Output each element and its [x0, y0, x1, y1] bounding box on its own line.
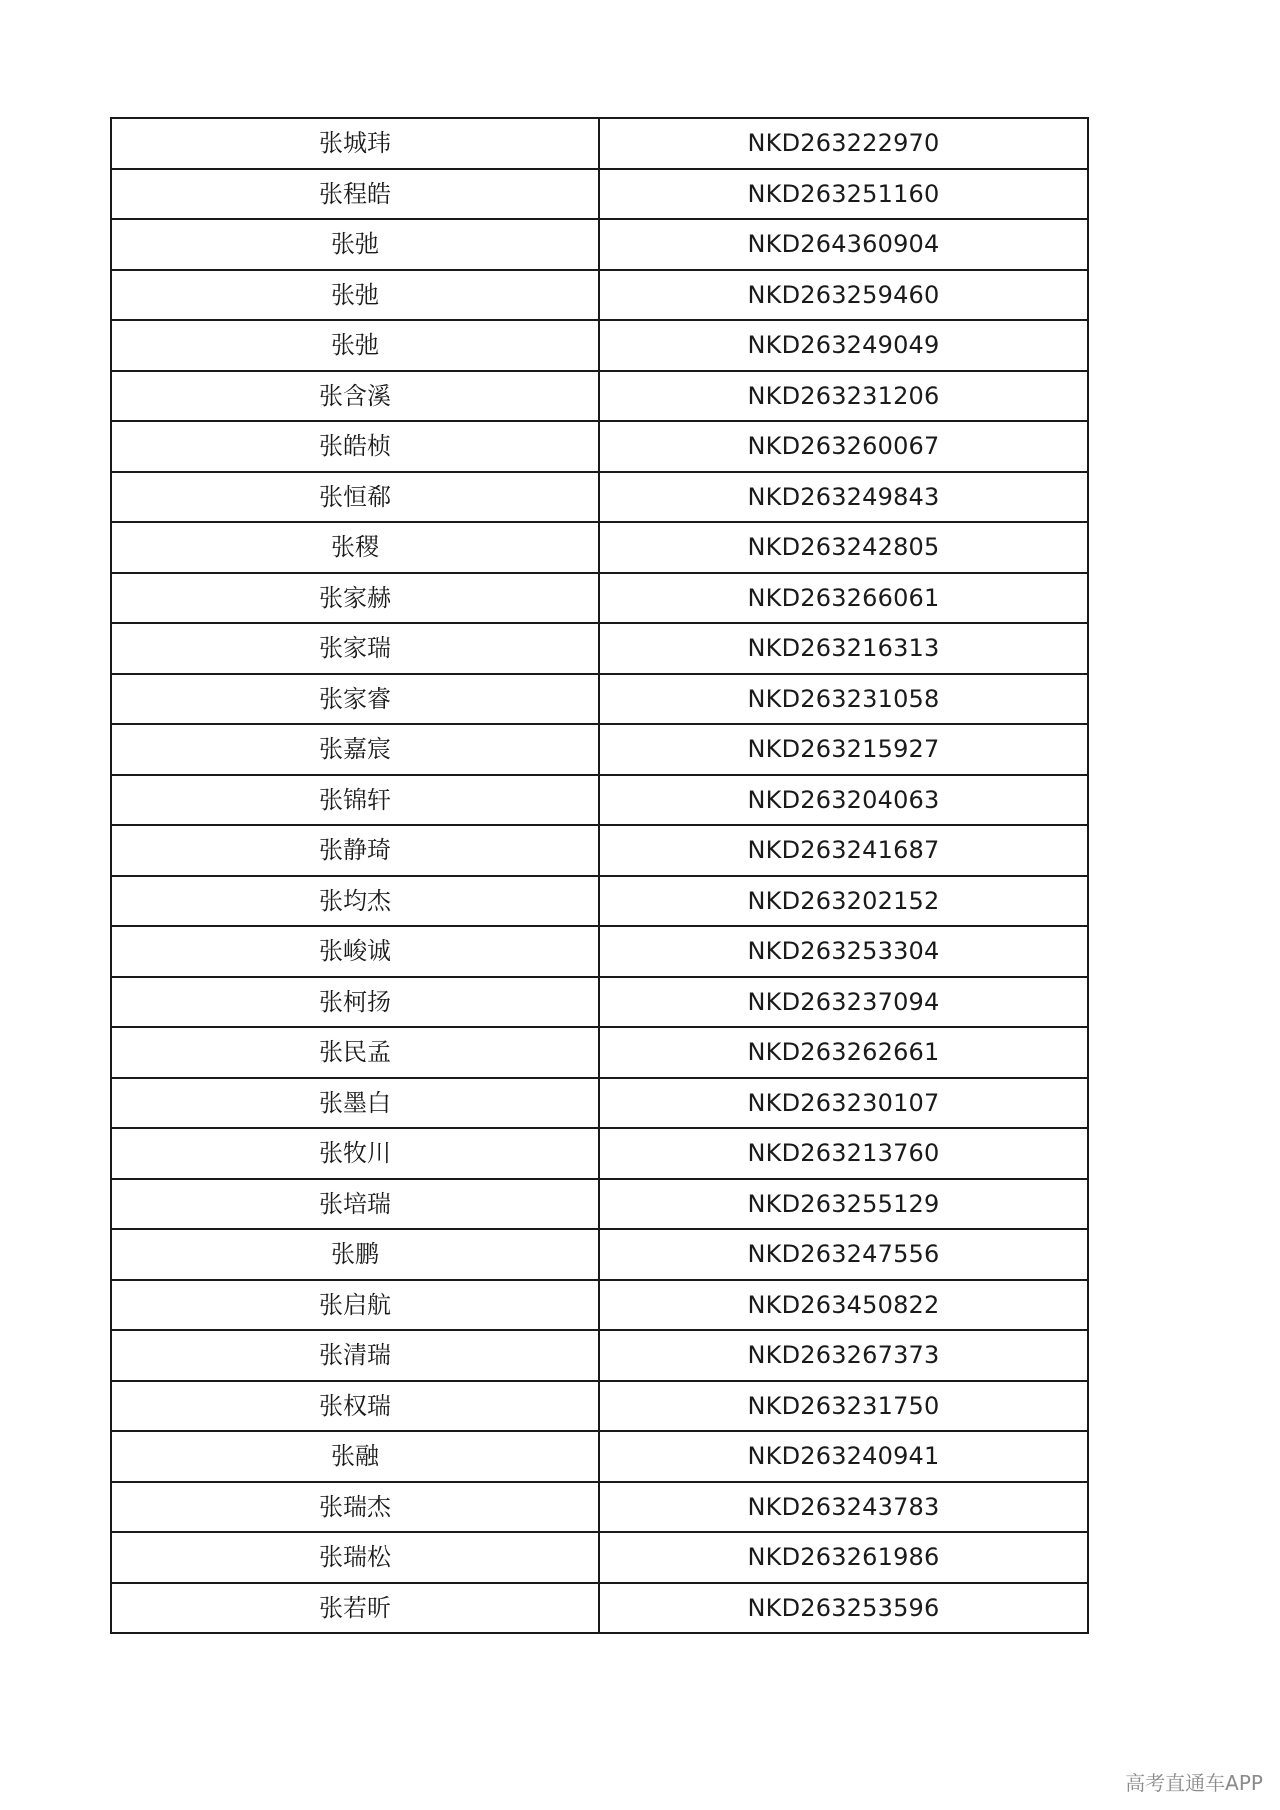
student-name-cell: 张稷: [111, 522, 599, 573]
student-id-cell: NKD263231058: [599, 674, 1088, 725]
student-id-cell: NKD263215927: [599, 724, 1088, 775]
student-name-cell: 张鹏: [111, 1229, 599, 1280]
student-id-cell: NKD263204063: [599, 775, 1088, 826]
student-name-cell: 张城玮: [111, 118, 599, 169]
table-row: [111, 623, 1088, 674]
student-id-cell: NKD263213760: [599, 1128, 1088, 1179]
table-row: [111, 472, 1088, 523]
student-id-cell: NKD263260067: [599, 421, 1088, 472]
table-row: [111, 724, 1088, 775]
student-id-cell: NKD263231750: [599, 1381, 1088, 1432]
table-row: [111, 1431, 1088, 1482]
student-id-cell: NKD263231206: [599, 371, 1088, 422]
table-row: [111, 1027, 1088, 1078]
student-id-cell: NKD263259460: [599, 270, 1088, 321]
roster-table-body: [111, 118, 1088, 1633]
table-row: [111, 674, 1088, 725]
student-name-cell: 张含溪: [111, 371, 599, 422]
student-name-cell: 张启航: [111, 1280, 599, 1331]
student-name-cell: 张瑞杰: [111, 1482, 599, 1533]
student-id-cell: NKD263253304: [599, 926, 1088, 977]
table-row: [111, 775, 1088, 826]
student-name-cell: 张锦轩: [111, 775, 599, 826]
student-name-cell: 张清瑞: [111, 1330, 599, 1381]
student-name-cell: 张恒郗: [111, 472, 599, 523]
student-name-cell: 张静琦: [111, 825, 599, 876]
table-row: [111, 1128, 1088, 1179]
student-name-cell: 张弛: [111, 219, 599, 270]
student-name-cell: 张墨白: [111, 1078, 599, 1129]
student-id-cell: NKD264360904: [599, 219, 1088, 270]
table-row: [111, 1330, 1088, 1381]
student-name-cell: 张民孟: [111, 1027, 599, 1078]
student-id-cell: NKD263202152: [599, 876, 1088, 927]
table-row: [111, 522, 1088, 573]
student-id-cell: NKD263251160: [599, 169, 1088, 220]
student-id-cell: NKD263241687: [599, 825, 1088, 876]
student-id-cell: NKD263247556: [599, 1229, 1088, 1280]
student-id-cell: NKD263230107: [599, 1078, 1088, 1129]
student-name-cell: 张权瑞: [111, 1381, 599, 1432]
student-name-cell: 张家赫: [111, 573, 599, 624]
table-row: [111, 1583, 1088, 1634]
table-row: [111, 320, 1088, 371]
student-id-cell: NKD263249843: [599, 472, 1088, 523]
student-id-cell: NKD263237094: [599, 977, 1088, 1028]
table-row: [111, 926, 1088, 977]
student-id-cell: NKD263222970: [599, 118, 1088, 169]
student-name-cell: 张培瑞: [111, 1179, 599, 1230]
student-id-cell: NKD263267373: [599, 1330, 1088, 1381]
student-id-cell: NKD263255129: [599, 1179, 1088, 1230]
student-id-cell: NKD263240941: [599, 1431, 1088, 1482]
student-name-cell: 张若昕: [111, 1583, 599, 1634]
table-row: [111, 1280, 1088, 1331]
table-row: [111, 118, 1088, 169]
student-id-cell: NKD263216313: [599, 623, 1088, 674]
table-row: [111, 421, 1088, 472]
student-id-cell: NKD263266061: [599, 573, 1088, 624]
student-id-cell: NKD263261986: [599, 1532, 1088, 1583]
table-row: [111, 1532, 1088, 1583]
student-name-cell: 张弛: [111, 320, 599, 371]
student-name-cell: 张均杰: [111, 876, 599, 927]
student-name-cell: 张嘉宸: [111, 724, 599, 775]
table-row: [111, 977, 1088, 1028]
student-name-cell: 张皓桢: [111, 421, 599, 472]
table-row: [111, 1179, 1088, 1230]
table-row: [111, 573, 1088, 624]
student-id-cell: NKD263243783: [599, 1482, 1088, 1533]
table-row: [111, 876, 1088, 927]
table-row: [111, 219, 1088, 270]
watermark-text: 高考直通车APP: [1125, 1771, 1263, 1795]
table-row: [111, 270, 1088, 321]
student-id-cell: NKD263242805: [599, 522, 1088, 573]
student-name-cell: 张家瑞: [111, 623, 599, 674]
student-name-cell: 张程皓: [111, 169, 599, 220]
student-name-cell: 张家睿: [111, 674, 599, 725]
student-name-cell: 张柯扬: [111, 977, 599, 1028]
table-row: [111, 1482, 1088, 1533]
student-name-cell: 张弛: [111, 270, 599, 321]
table-row: [111, 1229, 1088, 1280]
table-row: [111, 371, 1088, 422]
student-id-cell: NKD263253596: [599, 1583, 1088, 1634]
student-name-cell: 张牧川: [111, 1128, 599, 1179]
roster-table: [110, 117, 1089, 1634]
table-row: [111, 825, 1088, 876]
student-id-cell: NKD263450822: [599, 1280, 1088, 1331]
student-name-cell: 张融: [111, 1431, 599, 1482]
student-id-cell: NKD263262661: [599, 1027, 1088, 1078]
student-id-cell: NKD263249049: [599, 320, 1088, 371]
table-row: [111, 1078, 1088, 1129]
table-row: [111, 1381, 1088, 1432]
student-name-cell: 张峻诚: [111, 926, 599, 977]
table-row: [111, 169, 1088, 220]
student-name-cell: 张瑞松: [111, 1532, 599, 1583]
